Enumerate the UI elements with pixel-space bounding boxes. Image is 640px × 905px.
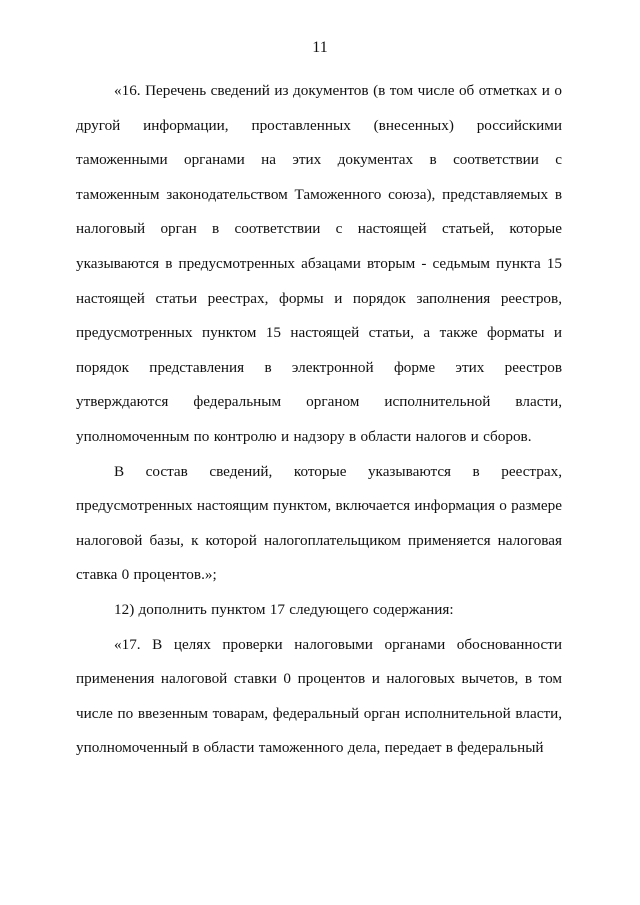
paragraph-item-17: «17. В целях проверки налоговыми органами обоснованности применения налоговой ставки 0 процентов и налоговых вычетов, в том числе по ввезенным товарам, федеральный орган исполнительной власти, уполномоченный в области таможенного дела, передает в федеральный [76,635,562,757]
paragraph-tax-base-info: В состав сведений, которые указываются в реестрах, предусмотренных настоящим пунктом, включается информация о размере налоговой базы, к которой налогоплательщиком применяется налоговая ставка 0 процентов.»; [76,462,562,584]
page-number: 11 [312,39,328,56]
paragraph-item-16: «16. Перечень сведений из документов (в том числе об отметках и о другой информации, проставленных (внесенных) российскими таможенными органами на этих документах в соответствии с таможенным законодательством Таможенного союза), представляемых в налоговый орган в соответствии с настоящей статьей, которые указываются в предусмотренных абзацами вторым - седьмым пункта 15 настоящей статьи реестрах, формы и порядок заполнения реестров, предусмотренных пунктом 15 настоящей статьи, а также форматы и порядок представления в электронной форме этих реестров утверждаются федеральным органом исполнительной власти, уполномоченным по контролю и надзору в области налогов и сборов. [76,82,562,445]
paragraph-amendment-12: 12) дополнить пунктом 17 следующего содержания: [114,600,454,618]
document-body [76,74,562,766]
